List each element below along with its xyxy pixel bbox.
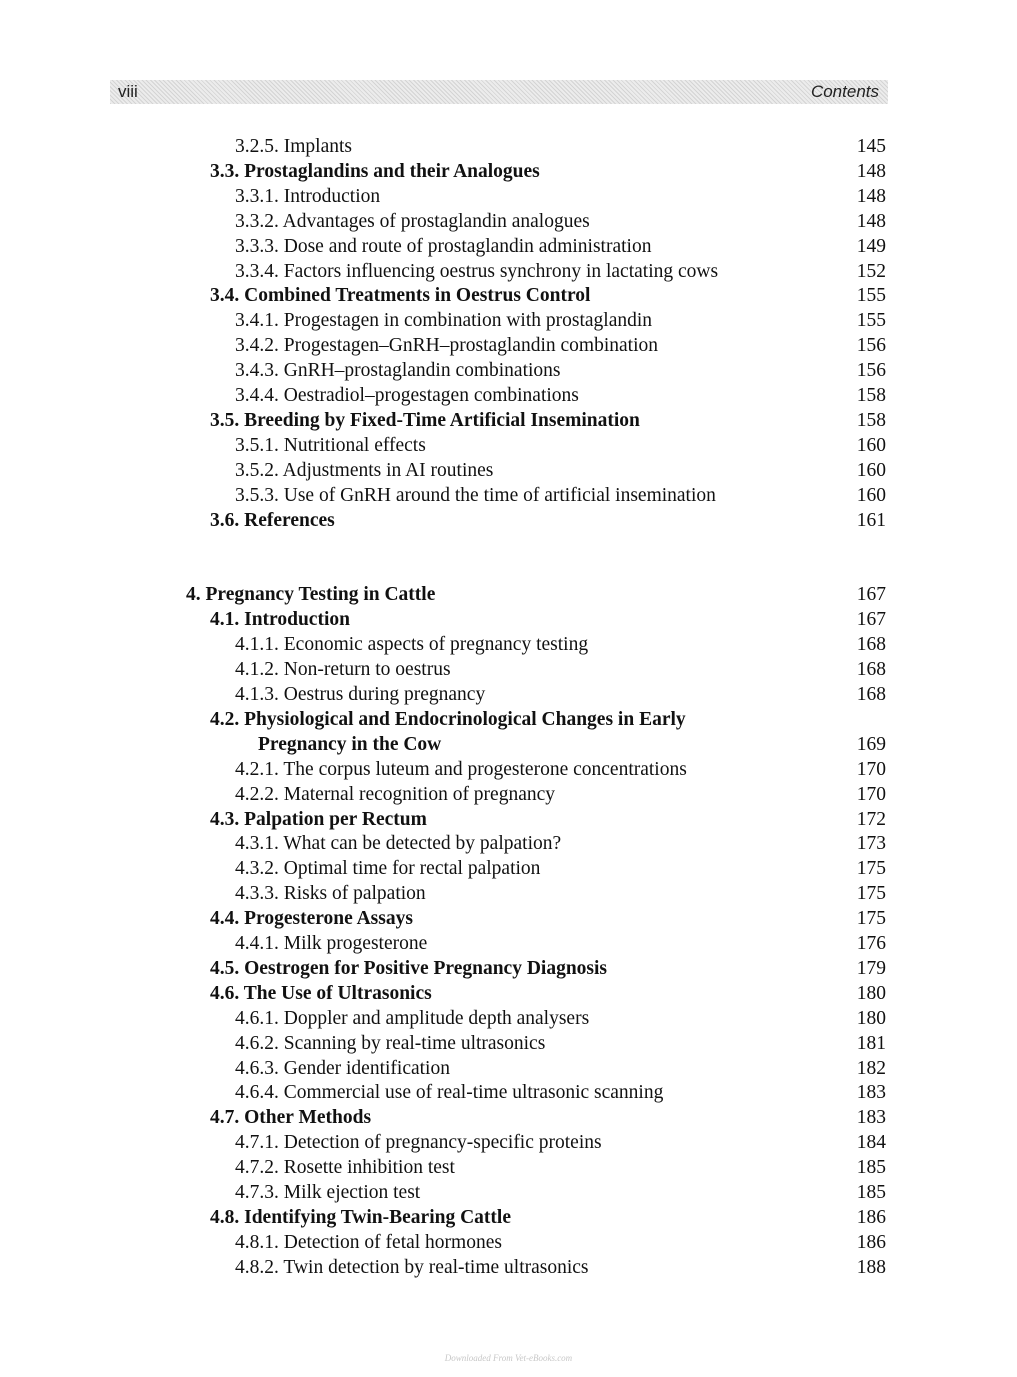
toc-entry-page: 182 xyxy=(856,1057,886,1079)
toc-entry xyxy=(0,483,1017,508)
toc-entry xyxy=(0,732,1017,757)
toc-entry-title: 4.7. Other Methods xyxy=(210,1107,372,1129)
toc-entry-title: 4.3.3. Risks of palpation xyxy=(235,883,426,905)
toc-entry-title: 4.6.1. Doppler and amplitude depth analysers xyxy=(235,1007,590,1029)
toc-entry xyxy=(0,632,1017,657)
toc-entry xyxy=(0,1255,1017,1280)
toc-entry xyxy=(0,1031,1017,1056)
toc-entry xyxy=(0,408,1017,433)
toc-entry-title: 3.2.5. Implants xyxy=(235,136,352,157)
toc-entry-page: 168 xyxy=(856,634,886,656)
toc-entry-page: 186 xyxy=(856,1206,886,1228)
toc-entry xyxy=(0,433,1017,458)
toc-entry-title: 3.4. Combined Treatments in Oestrus Control xyxy=(210,285,591,307)
toc-entry-page: 180 xyxy=(856,982,886,1004)
toc-entry xyxy=(0,831,1017,856)
toc-entry-page: 170 xyxy=(856,783,886,805)
toc-entry xyxy=(0,209,1017,234)
toc-entry-page: 155 xyxy=(856,285,886,307)
toc-entry-title: 4.5. Oestrogen for Positive Pregnancy Diagnosis xyxy=(210,957,608,979)
toc-entry-page: 152 xyxy=(856,260,886,282)
toc-entry-page: 160 xyxy=(856,459,886,481)
toc-entry-title: 4. Pregnancy Testing in Cattle xyxy=(186,584,436,606)
toc-entry-page: 183 xyxy=(856,1082,886,1104)
toc-entry-page: 145 xyxy=(856,136,886,157)
toc-entry-page: 168 xyxy=(856,684,886,705)
toc-entry-title: 4.8.2. Twin detection by real-time ultrasonics xyxy=(235,1256,589,1278)
toc-entry-title: 4.6.2. Scanning by real-time ultrasonics xyxy=(235,1032,546,1054)
toc-entry-title: 3.4.2. Progestagen–GnRH–prostaglandin combination xyxy=(235,335,658,357)
toc-entry-page: 148 xyxy=(856,210,886,232)
toc-entry-page: 161 xyxy=(856,509,886,531)
toc-entry-page: 175 xyxy=(856,908,886,930)
toc-entry xyxy=(0,159,1017,184)
toc-entry-title: Pregnancy in the Cow xyxy=(258,733,442,755)
toc-entry xyxy=(0,657,1017,682)
toc-entry-page: 186 xyxy=(856,1231,886,1253)
toc-entry-title: 3.6. References xyxy=(210,509,335,531)
toc-entry-page: 148 xyxy=(856,160,886,182)
toc-entry-page: 156 xyxy=(856,360,886,382)
toc-entry-title: 4.6.3. Gender identification xyxy=(235,1057,450,1079)
toc-entry xyxy=(0,956,1017,981)
toc-entry-title: 4.8.1. Detection of fetal hormones xyxy=(235,1231,502,1253)
running-header-band xyxy=(110,80,888,104)
toc-entry-title: 4.3.2. Optimal time for rectal palpation xyxy=(235,858,541,880)
toc-entry-title: 3.5. Breeding by Fixed-Time Artificial Insemination xyxy=(210,409,640,431)
toc-entry xyxy=(0,682,1017,707)
toc-entry-title: 3.4.1. Progestagen in combination with prostaglandin xyxy=(235,310,653,332)
toc-entry xyxy=(0,1180,1017,1205)
toc-entry xyxy=(0,1006,1017,1031)
toc-entry xyxy=(0,856,1017,881)
toc-entry-title: 3.4.3. GnRH–prostaglandin combinations xyxy=(235,360,561,382)
toc-entry xyxy=(0,184,1017,209)
running-header-title: Contents xyxy=(810,82,879,101)
toc-entry-title: 4.4.1. Milk progesterone xyxy=(235,933,428,954)
toc-entry-page: 167 xyxy=(856,584,886,606)
toc-entry-title: 4.4. Progesterone Assays xyxy=(210,908,413,930)
toc-entry-title: 4.6.4. Commercial use of real-time ultrasonic scanning xyxy=(235,1082,664,1104)
toc-entry-page: 160 xyxy=(856,434,886,456)
toc-entry-page: 169 xyxy=(856,733,886,755)
toc-entry-page: 158 xyxy=(856,385,886,406)
toc-entry-title: 4.1. Introduction xyxy=(210,609,350,631)
toc-entry xyxy=(0,234,1017,259)
toc-entry-title: 4.7.1. Detection of pregnancy-specific proteins xyxy=(235,1132,602,1154)
toc-entry-page: 170 xyxy=(856,758,886,780)
toc-entry-page: 175 xyxy=(856,858,886,880)
toc-entry-title: 3.3.1. Introduction xyxy=(235,185,381,207)
toc-entry-title: 4.8. Identifying Twin-Bearing Cattle xyxy=(210,1206,511,1228)
toc-entry-page: 156 xyxy=(856,335,886,357)
toc-entry xyxy=(0,458,1017,483)
toc-entry-title: 4.6. The Use of Ultrasonics xyxy=(210,982,432,1004)
toc-entry-title: 3.5.1. Nutritional effects xyxy=(235,434,426,456)
toc-entry-page: 172 xyxy=(856,808,886,830)
toc-entry-page: 185 xyxy=(856,1157,886,1179)
watermark: Downloaded From Vet-eBooks.com xyxy=(444,1353,573,1363)
toc-entry xyxy=(0,358,1017,383)
toc-entry-page: 188 xyxy=(856,1256,886,1278)
toc-entry-title: 4.2.1. The corpus luteum and progesterone concentrations xyxy=(235,758,687,780)
toc-entry xyxy=(0,333,1017,358)
toc-entry-page: 149 xyxy=(856,235,886,257)
toc-entry xyxy=(0,757,1017,782)
toc-entry xyxy=(0,134,1017,159)
toc-entry xyxy=(0,782,1017,807)
toc-entry-title: 4.7.3. Milk ejection test xyxy=(235,1182,421,1203)
toc-entry-page: 160 xyxy=(856,484,886,506)
toc-entry-page: 176 xyxy=(856,933,886,954)
toc-entry xyxy=(0,1130,1017,1155)
toc-entry-title: 3.4.4. Oestradiol–progestagen combinations xyxy=(235,385,579,406)
toc-entry xyxy=(0,1056,1017,1081)
toc-entry-title: 4.7.2. Rosette inhibition test xyxy=(235,1157,455,1179)
toc-entry xyxy=(0,906,1017,931)
toc-entry-title: 4.1.3. Oestrus during pregnancy xyxy=(235,684,486,705)
toc-entry-page: 168 xyxy=(856,659,886,681)
toc-entry xyxy=(0,707,1017,732)
toc-entry-title: 4.1.2. Non-return to oestrus xyxy=(235,659,451,681)
toc-entry-page: 180 xyxy=(856,1007,886,1029)
toc-entry xyxy=(0,383,1017,408)
page-number: viii xyxy=(118,82,138,101)
toc-entry-page: 183 xyxy=(856,1107,886,1129)
toc-entry xyxy=(0,259,1017,284)
toc-entry-title: 4.2.2. Maternal recognition of pregnancy xyxy=(235,783,556,805)
toc-entry-title: 3.5.3. Use of GnRH around the time of artificial insemination xyxy=(235,484,716,506)
toc-entry-title: 3.5.2. Adjustments in AI routines xyxy=(235,459,494,481)
toc-entry xyxy=(0,607,1017,632)
toc-entry-title: 3.3. Prostaglandins and their Analogues xyxy=(210,160,540,182)
toc-entry-title: 4.2. Physiological and Endocrinological Changes in Early xyxy=(210,708,686,730)
toc-entry xyxy=(0,582,1017,607)
toc-entry xyxy=(0,931,1017,956)
toc-entry-page: 158 xyxy=(856,409,886,431)
toc-entry-page: 181 xyxy=(856,1032,886,1054)
toc-entry-page: 184 xyxy=(856,1132,886,1154)
toc-entry xyxy=(0,308,1017,333)
toc-entry xyxy=(0,1105,1017,1130)
toc-entry-title: 4.3.1. What can be detected by palpation? xyxy=(235,833,562,855)
toc-entry xyxy=(0,1155,1017,1180)
toc-entry-page: 175 xyxy=(856,883,886,905)
toc-entry-page: 148 xyxy=(856,185,886,207)
toc-entry xyxy=(0,981,1017,1006)
toc-entry xyxy=(0,1080,1017,1105)
toc-entry-page: 173 xyxy=(856,833,886,855)
toc-entry-page: 179 xyxy=(856,957,886,979)
toc-entry-title: 3.3.4. Factors influencing oestrus synchrony in lactating cows xyxy=(235,260,719,282)
toc-entry xyxy=(0,508,1017,533)
toc-entry-page: 167 xyxy=(856,609,886,631)
toc-entry-title: 4.1.1. Economic aspects of pregnancy testing xyxy=(235,634,589,656)
toc-entry-title: 4.3. Palpation per Rectum xyxy=(210,808,427,830)
toc-entry-title: 3.3.2. Advantages of prostaglandin analogues xyxy=(235,210,590,232)
toc-entry xyxy=(0,283,1017,308)
toc-entry-page: 155 xyxy=(856,310,886,332)
toc-entry xyxy=(0,1205,1017,1230)
toc-entry xyxy=(0,1230,1017,1255)
toc-entry xyxy=(0,881,1017,906)
toc-entry xyxy=(0,807,1017,832)
toc-entry-page: 185 xyxy=(856,1182,886,1203)
toc-entry-title: 3.3.3. Dose and route of prostaglandin administration xyxy=(235,235,652,257)
